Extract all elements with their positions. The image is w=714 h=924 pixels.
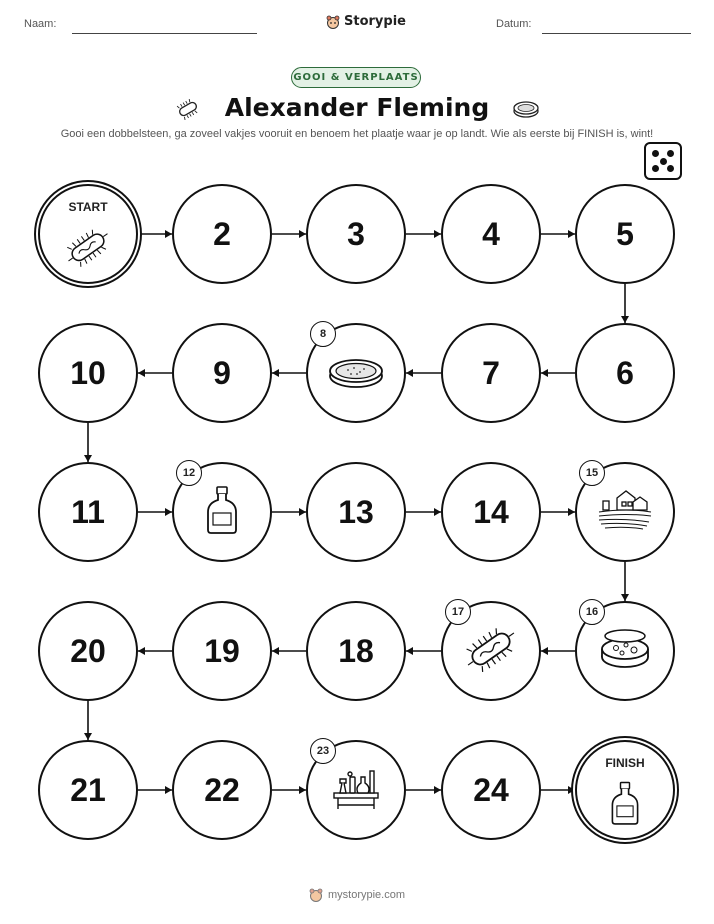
arrow-head — [272, 647, 279, 655]
bottle-icon — [205, 485, 239, 539]
number-cell — [306, 462, 406, 562]
bacteria-icon — [58, 226, 118, 272]
cell-number: 9 — [213, 354, 231, 391]
arrow-head — [434, 786, 441, 794]
brand-name: Storypie — [344, 14, 406, 29]
picture-cell — [575, 462, 675, 562]
arrow-head — [299, 230, 306, 238]
number-cell — [441, 184, 541, 284]
cell-number: 7 — [482, 354, 500, 391]
footer-site: mystorypie.com — [327, 889, 406, 901]
date-label: Datum: — [496, 18, 532, 30]
number-cell — [38, 740, 138, 840]
storypie-mascot-icon — [309, 888, 323, 902]
cell-number-badge: 8 — [310, 321, 336, 347]
footer — [0, 888, 714, 902]
arrow-head — [138, 369, 145, 377]
arrow-head — [621, 594, 629, 601]
cell-number-badge: 16 — [579, 599, 605, 625]
arrow-head — [568, 786, 575, 794]
arrow-head — [541, 369, 548, 377]
arrow-head — [434, 230, 441, 238]
picture-cell — [172, 462, 272, 562]
number-cell — [306, 184, 406, 284]
number-cell — [306, 601, 406, 701]
number-cell — [575, 184, 675, 284]
arrow-head — [165, 230, 172, 238]
number-cell — [38, 323, 138, 423]
cell-number-badge: 15 — [579, 460, 605, 486]
cell-number-badge: 17 — [445, 599, 471, 625]
instructions: Gooi een dobbelsteen, ga zoveel vakjes vooruit en benoem het plaatje waar je op landt. Wie als eerste bij FINISH is, wint! — [60, 128, 654, 140]
cell-number: 10 — [70, 354, 106, 391]
number-cell — [441, 740, 541, 840]
cell-number: 2 — [213, 215, 231, 252]
number-cell — [172, 740, 272, 840]
arrow-head — [568, 230, 575, 238]
arrow-head — [165, 508, 172, 516]
number-cell — [575, 323, 675, 423]
cell-number: 13 — [338, 493, 374, 530]
start-cell — [38, 184, 138, 284]
arrow-head — [84, 455, 92, 462]
start-label: START — [68, 200, 108, 214]
arrow-head — [406, 369, 413, 377]
arrow-head — [621, 316, 629, 323]
title-text: Alexander Fleming — [224, 93, 490, 122]
picture-cell — [306, 323, 406, 423]
cell-number: 4 — [482, 215, 500, 252]
cell-number: 3 — [347, 215, 365, 252]
picture-cell — [306, 740, 406, 840]
arrow-head — [406, 647, 413, 655]
cell-number: 22 — [204, 771, 240, 808]
arrow-head — [165, 786, 172, 794]
arrow-head — [84, 733, 92, 740]
cell-number-badge: 12 — [176, 460, 202, 486]
number-cell — [441, 323, 541, 423]
cell-number: 24 — [473, 771, 509, 808]
finish-label: FINISH — [605, 756, 645, 770]
finish-cell — [575, 740, 675, 840]
arrow-head — [138, 647, 145, 655]
cell-number: 14 — [473, 493, 509, 530]
arrow-head — [568, 508, 575, 516]
cell-number: 20 — [70, 632, 106, 669]
petri-dish-colonies-icon — [598, 627, 652, 675]
number-cell — [38, 462, 138, 562]
number-cell — [172, 184, 272, 284]
name-label: Naam: — [24, 18, 57, 30]
cell-number: 19 — [204, 632, 240, 669]
number-cell — [441, 462, 541, 562]
cell-number-badge: 23 — [310, 738, 336, 764]
number-cell — [172, 601, 272, 701]
arrow-head — [299, 508, 306, 516]
bottle-icon — [610, 781, 641, 830]
arrow-head — [541, 647, 548, 655]
picture-cell — [441, 601, 541, 701]
lab-table-icon — [326, 765, 386, 815]
cell-number: 21 — [70, 771, 106, 808]
arrow-head — [272, 369, 279, 377]
picture-cell — [575, 601, 675, 701]
arrow-head — [434, 508, 441, 516]
petri-dish-icon — [326, 351, 386, 395]
cell-number: 6 — [616, 354, 634, 391]
farm-icon — [595, 488, 655, 536]
cell-number: 18 — [338, 632, 374, 669]
game-type-badge: GOOI & VERPLAATS — [291, 67, 421, 88]
number-cell — [172, 323, 272, 423]
cell-number: 5 — [616, 215, 634, 252]
arrow-head — [299, 786, 306, 794]
cell-number: 11 — [71, 493, 105, 530]
number-cell — [38, 601, 138, 701]
bacteria-icon — [456, 624, 526, 678]
